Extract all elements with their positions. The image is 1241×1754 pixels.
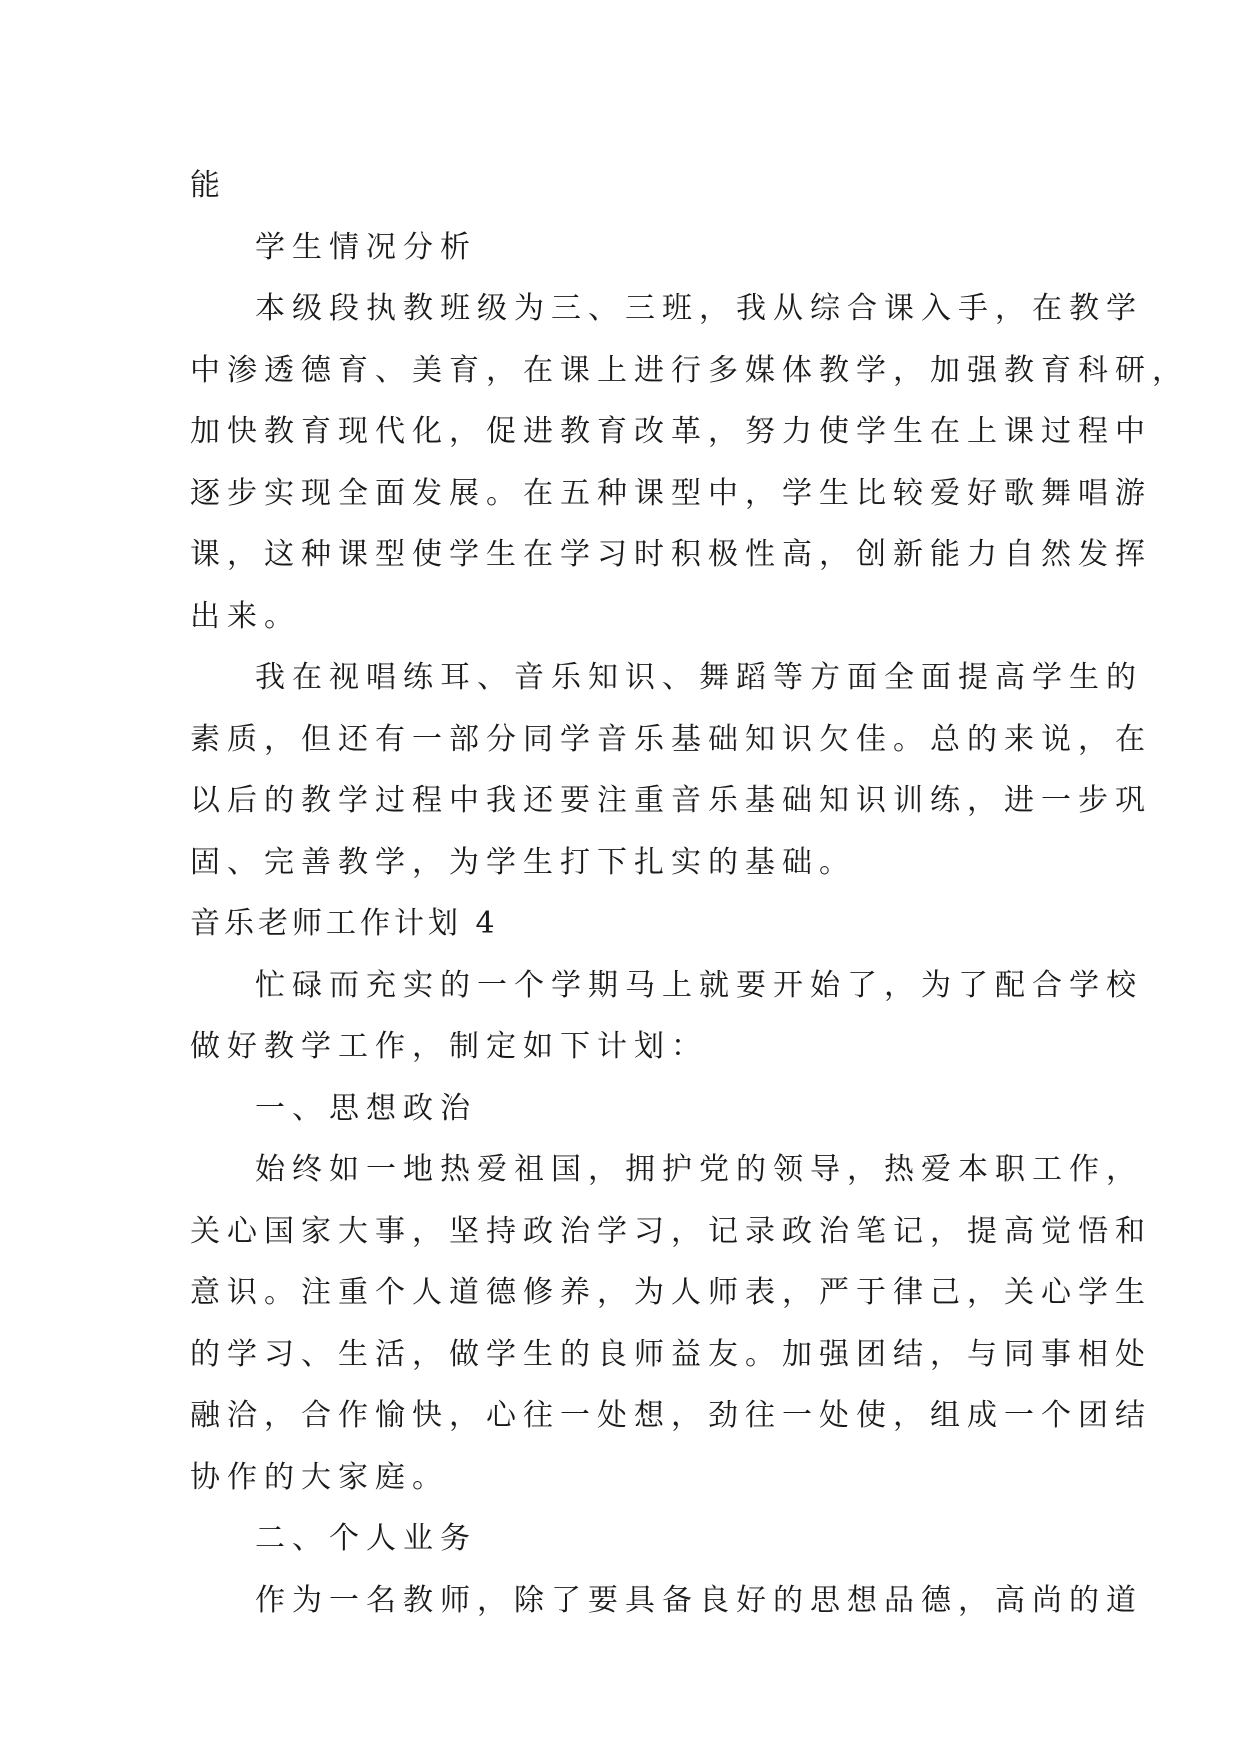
- text-line: 作为一名教师，除了要具备良好的思想品德，高尚的道: [255, 1582, 1143, 1618]
- text-line: 协作的大家庭。: [190, 1459, 449, 1495]
- text-line: 出来。: [190, 598, 301, 634]
- text-line: 中渗透德育、美育，在课上进行多媒体教学，加强教育科研，: [190, 352, 1189, 388]
- text-line: 意识。注重个人道德修养，为人师表，严于律己，关心学生: [190, 1275, 1152, 1310]
- text-line: 始终如一地热爱祖国，拥护党的领导，热爱本职工作，: [255, 1152, 1143, 1187]
- text-line: 课，这种课型使学生在学习时积极性高，创新能力自然发挥: [190, 537, 1152, 572]
- text-line: 加快教育现代化，促进教育改革，努力使学生在上课过程中: [190, 414, 1152, 449]
- section-heading: 学生情况分析: [255, 229, 477, 265]
- text-line: 关心国家大事，坚持政治学习，记录政治笔记，提高觉悟和: [190, 1213, 1152, 1249]
- text-line: 素质，但还有一部分同学音乐基础知识欠佳。总的来说，在: [190, 721, 1152, 757]
- text-line: 逐步实现全面发展。在五种课型中，学生比较爱好歌舞唱游: [190, 475, 1152, 511]
- text-line: 我在视唱练耳、音乐知识、舞蹈等方面全面提高学生的: [255, 660, 1143, 695]
- text-line: 融洽，合作愉快，心往一处想，劲往一处使，组成一个团结: [190, 1398, 1152, 1433]
- text-line: 忙碌而充实的一个学期马上就要开始了，为了配合学校: [255, 967, 1143, 1003]
- text-line: 本级段执教班级为三、三班，我从综合课入手，在教学: [255, 291, 1143, 326]
- document-page: [190, 155, 1189, 1631]
- text-line: 的学习、生活，做学生的良师益友。加强团结，与同事相处: [190, 1336, 1152, 1372]
- text-line: 以后的教学过程中我还要注重音乐基础知识训练，进一步巩: [190, 783, 1152, 818]
- text-line: 能: [190, 168, 227, 203]
- document-title: 音乐老师工作计划 4: [190, 906, 499, 941]
- section-heading: 一、思想政治: [255, 1090, 477, 1126]
- text-line: 固、完善教学，为学生打下扎实的基础。: [190, 844, 856, 880]
- text-line: 做好教学工作，制定如下计划：: [190, 1029, 708, 1064]
- section-heading: 二、个人业务: [255, 1521, 477, 1556]
